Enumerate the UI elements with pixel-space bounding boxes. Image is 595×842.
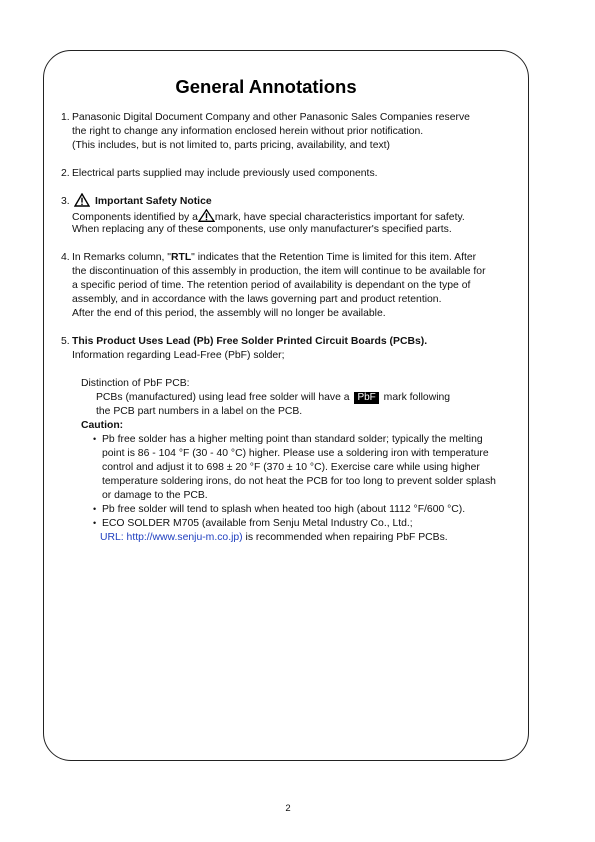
item-3-number: 3. [61, 196, 70, 207]
senju-url-link[interactable]: URL: http://www.senju-m.co.jp) [100, 532, 243, 543]
item-1-line-3: (This includes, but is not limited to, parts pricing, availability, and text) [72, 140, 391, 151]
bullet-3-text: ECO SOLDER M705 (available from Senju Metal Industry Co., Ltd.; [102, 518, 413, 529]
warning-triangle-icon [198, 212, 215, 223]
item-3-line-1-before: Components identified by a [72, 212, 198, 223]
bullet-3-line-2 [100, 531, 448, 544]
bullet-2-marker: • [93, 504, 97, 514]
item-2-number: 2. [61, 168, 70, 179]
item-3-heading: Important Safety Notice [95, 196, 212, 207]
item-4-line-1-after: " indicates that the Retention Time is limited for this item. After [191, 252, 477, 263]
pbf-pcb-line-2: the PCB part numbers in a label on the PCB. [96, 406, 303, 417]
pbf-pcb-line-1 [96, 391, 450, 404]
bullet-1-line-5: or damage to the PCB. [102, 490, 208, 501]
item-1-number: 1. [61, 112, 70, 123]
item-2-text: Electrical parts supplied may include previously used components. [72, 168, 378, 179]
pbf-mark-badge: PbF [354, 392, 378, 404]
item-5-intro: Information regarding Lead-Free (PbF) solder; [72, 350, 285, 361]
caution-heading: Caution: [81, 420, 124, 431]
warning-triangle-icon [74, 193, 90, 209]
item-5-heading: This Product Uses Lead (Pb) Free Solder Printed Circuit Boards (PCBs). [72, 336, 428, 347]
bullet-3-marker: • [93, 518, 97, 528]
page-number: 2 [285, 803, 291, 814]
bullet-1-line-3: control and adjust it to 698 ± 20 °F (370 ± 10 °C). Exercise care while using higher [102, 462, 480, 473]
bullet-3-line-2-after: is recommended when repairing PbF PCBs. [242, 532, 448, 543]
item-5-number: 5. [61, 336, 70, 347]
pbf-distinction-heading: Distinction of PbF PCB: [81, 378, 190, 389]
item-4-line-1-before: In Remarks column, " [72, 252, 171, 263]
bullet-1-line-2: point is 86 - 104 °F (30 - 40 °C) higher. Please use a soldering iron with temperature [102, 448, 489, 459]
bullet-2-text: Pb free solder will tend to splash when heated too high (about 1112 °F/600 °C). [102, 504, 466, 515]
page-title: General Annotations [175, 76, 357, 97]
item-3-line-1 [72, 209, 465, 224]
item-4-line-1 [72, 251, 476, 264]
item-1-line-1: Panasonic Digital Document Company and other Panasonic Sales Companies reserve [72, 112, 470, 123]
item-3-line-2: When replacing any of these components, use only manufacturer's specified parts. [72, 224, 452, 235]
rtl-label: RTL [170, 252, 192, 263]
item-4-line-5: After the end of this period, the assembly will no longer be available. [72, 308, 386, 319]
item-1-line-2: the right to change any information enclosed herein without prior notification. [72, 126, 424, 137]
item-3-line-1-after: mark, have special characteristics important for safety. [214, 212, 465, 223]
item-4-line-3: a specific period of time. The retention period of availability is dependant on the type of [72, 280, 471, 291]
item-4-line-4: assembly, and in accordance with the laws governing part and product retention. [72, 294, 442, 305]
bullet-1-marker: • [93, 434, 97, 444]
pbf-pcb-line-1-before: PCBs (manufactured) using lead free solder will have a [96, 392, 350, 403]
bullet-1-line-4: temperature soldering irons, do not heat the PCB for too long to prevent solder splash [102, 476, 496, 487]
item-4-line-2: the discontinuation of this assembly in production, the item will continue to be available for [72, 266, 486, 277]
pbf-pcb-line-1-after: mark following [383, 392, 451, 403]
item-4-number: 4. [61, 252, 70, 263]
bullet-1-line-1: Pb free solder has a higher melting point than standard solder; typically the melting [102, 434, 483, 445]
